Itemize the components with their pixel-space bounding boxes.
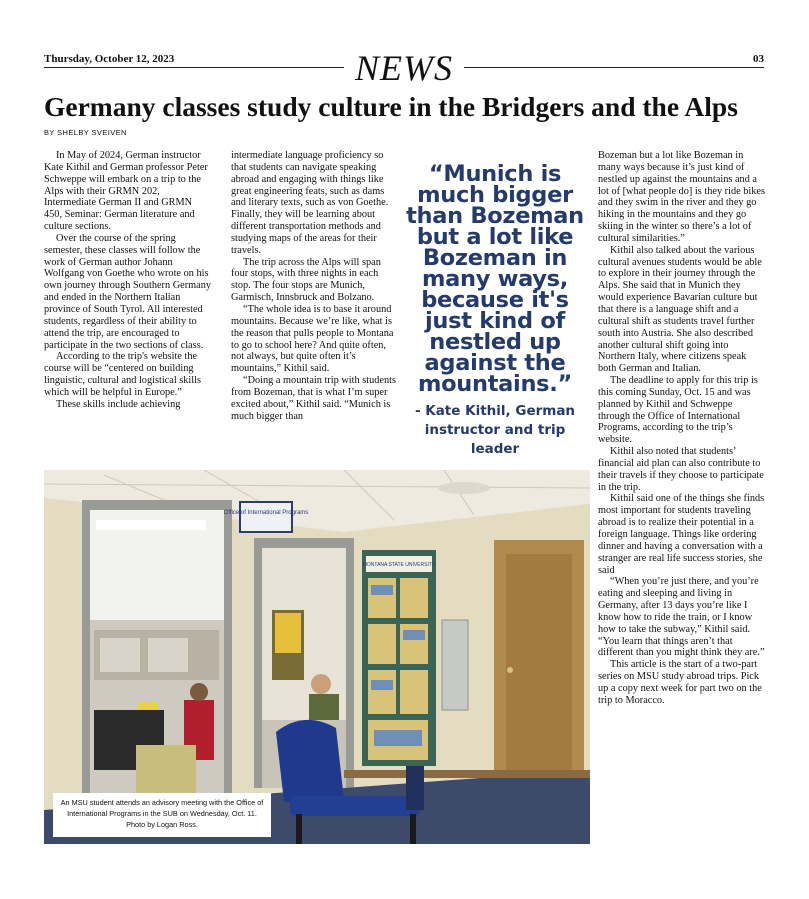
paragraph: Over the course of the spring semester, these classes will follow the work of German author Johann Wolfgang von Goethe who wrote on his own journey through Southern Germany and ended in the Northern Italian province of South Tyrol. All interested students, regardless of their ability to attend the trip, are encouraged to participate in the two sections of class. (44, 232, 212, 351)
pull-quote-attribution: - Kate Kithil, German instructor and trip leader (414, 403, 576, 457)
paragraph: According to the trip's website the course will be “centered on building linguistic, cultural and logistical skills which will be helpful in Europe.” (44, 351, 202, 398)
office-scene-illustration (44, 470, 590, 844)
paragraph: “Doing a mountain trip with students from Bozeman, that is what I’m super excited about,” Kithil said. “Munich is much bigger than (231, 375, 397, 422)
page-number: 03 (753, 53, 764, 65)
paragraph: intermediate language proficiency so that students can navigate speaking abroad and engaging with things like great engineering feats, such as dams and literary texts, such as von Goethe. Finally, they will be learning about different transportation methods and studying maps of the areas for their travels. (231, 150, 389, 256)
article-column-4 (598, 150, 766, 707)
paragraph: Bozeman but a lot like Bozeman in many ways because it’s just kind of nestled up against the mountains and a lot of [what people do] is they ride bikes and they swim in the river and they go hiking in the mountains and they go skiing in the winter so there’s a lot of cultural similarities.” (598, 150, 765, 244)
pull-quote-text: “Munich is much bigger than Bozeman but a lot like Bozeman in many ways, because it's just kind of nestled up against the mountains.” (406, 161, 584, 397)
article-column-1 (44, 150, 212, 411)
paragraph: This article is the start of a two-part series on MSU study abroad trips. Pick up a copy next week for part two on the trip to Moracco. (598, 659, 762, 706)
byline: BY SHELBY SVEIVEN (44, 128, 127, 137)
paragraph: The deadline to apply for this trip is this coming Sunday, Oct. 15 and was planned by Kithil and Schweppe through the Office of International Programs, according to the trip’s website. (598, 375, 758, 446)
article-column-2 (231, 150, 399, 422)
article-headline: Germany classes study culture in the Bridgers and the Alps (44, 91, 738, 122)
masthead-rule-right (464, 67, 764, 68)
photo-caption: An MSU student attends an advisory meeting with the Office of International Programs in the SUB on Wednesday, Oct. 11. Photo by Logan Ross. (53, 793, 271, 837)
paragraph: Kithil also talked about the various cultural avenues students would be able to explore in their journey through the Alps. She said that in Munich they would experience Bavarian culture but that there is a language shift and a cultural shift as students travel further south into Austria. She also described another cultural shift going into Northern Italy, where citizens speak both German and Italian. (598, 244, 762, 375)
door-sign-text: Office of International Programs (223, 510, 309, 516)
poster-header-text: MONTANA STATE UNIVERSITY (362, 562, 436, 568)
paragraph: “When you’re just there, and you’re eating and sleeping and living in Germany, after 13 days you’re like I know how to ride the train, or I know how to take the subway,” Kithil said. “You learn that things aren’t that different than you might think they are.” (598, 576, 765, 659)
paragraph: These skills include achieving (56, 398, 181, 410)
masthead (44, 48, 764, 88)
paragraph: Kithil said one of the things she finds most important for students traveling abroad is to realize their potential in a foreign language. Things like ordering dinner and having a conversation with a stranger are real life success stories, she said (598, 493, 765, 576)
paragraph: “The whole idea is to base it around mountains. Because we’re like, what is the reason that pulls people to Montana to go to school here? And quite often, not always, but quite often it’s mountains,” Kithil said. (231, 303, 394, 375)
masthead-rule-left (44, 67, 344, 68)
issue-date: Thursday, October 12, 2023 (44, 53, 175, 65)
pull-quote (400, 161, 590, 459)
section-title: NEWS (355, 48, 453, 88)
paragraph: The trip across the Alps will span four stops, with three nights in each stop. The four stops are Munich, Garmisch, Innsbruck and Bolzano. (231, 256, 381, 304)
paragraph: Kithil also noted that students’ financial aid plan can also contribute to their travels if they choose to participate in the trip. (598, 446, 764, 493)
paragraph: In May of 2024, German instructor Kate Kithil and German professor Peter Schweppe will embark on a trip to the Alps with their GRMN 202, Intermediate German II and GRMN 450, Seminar: German literature and culture sections. (44, 150, 208, 233)
article-photo (44, 470, 590, 844)
